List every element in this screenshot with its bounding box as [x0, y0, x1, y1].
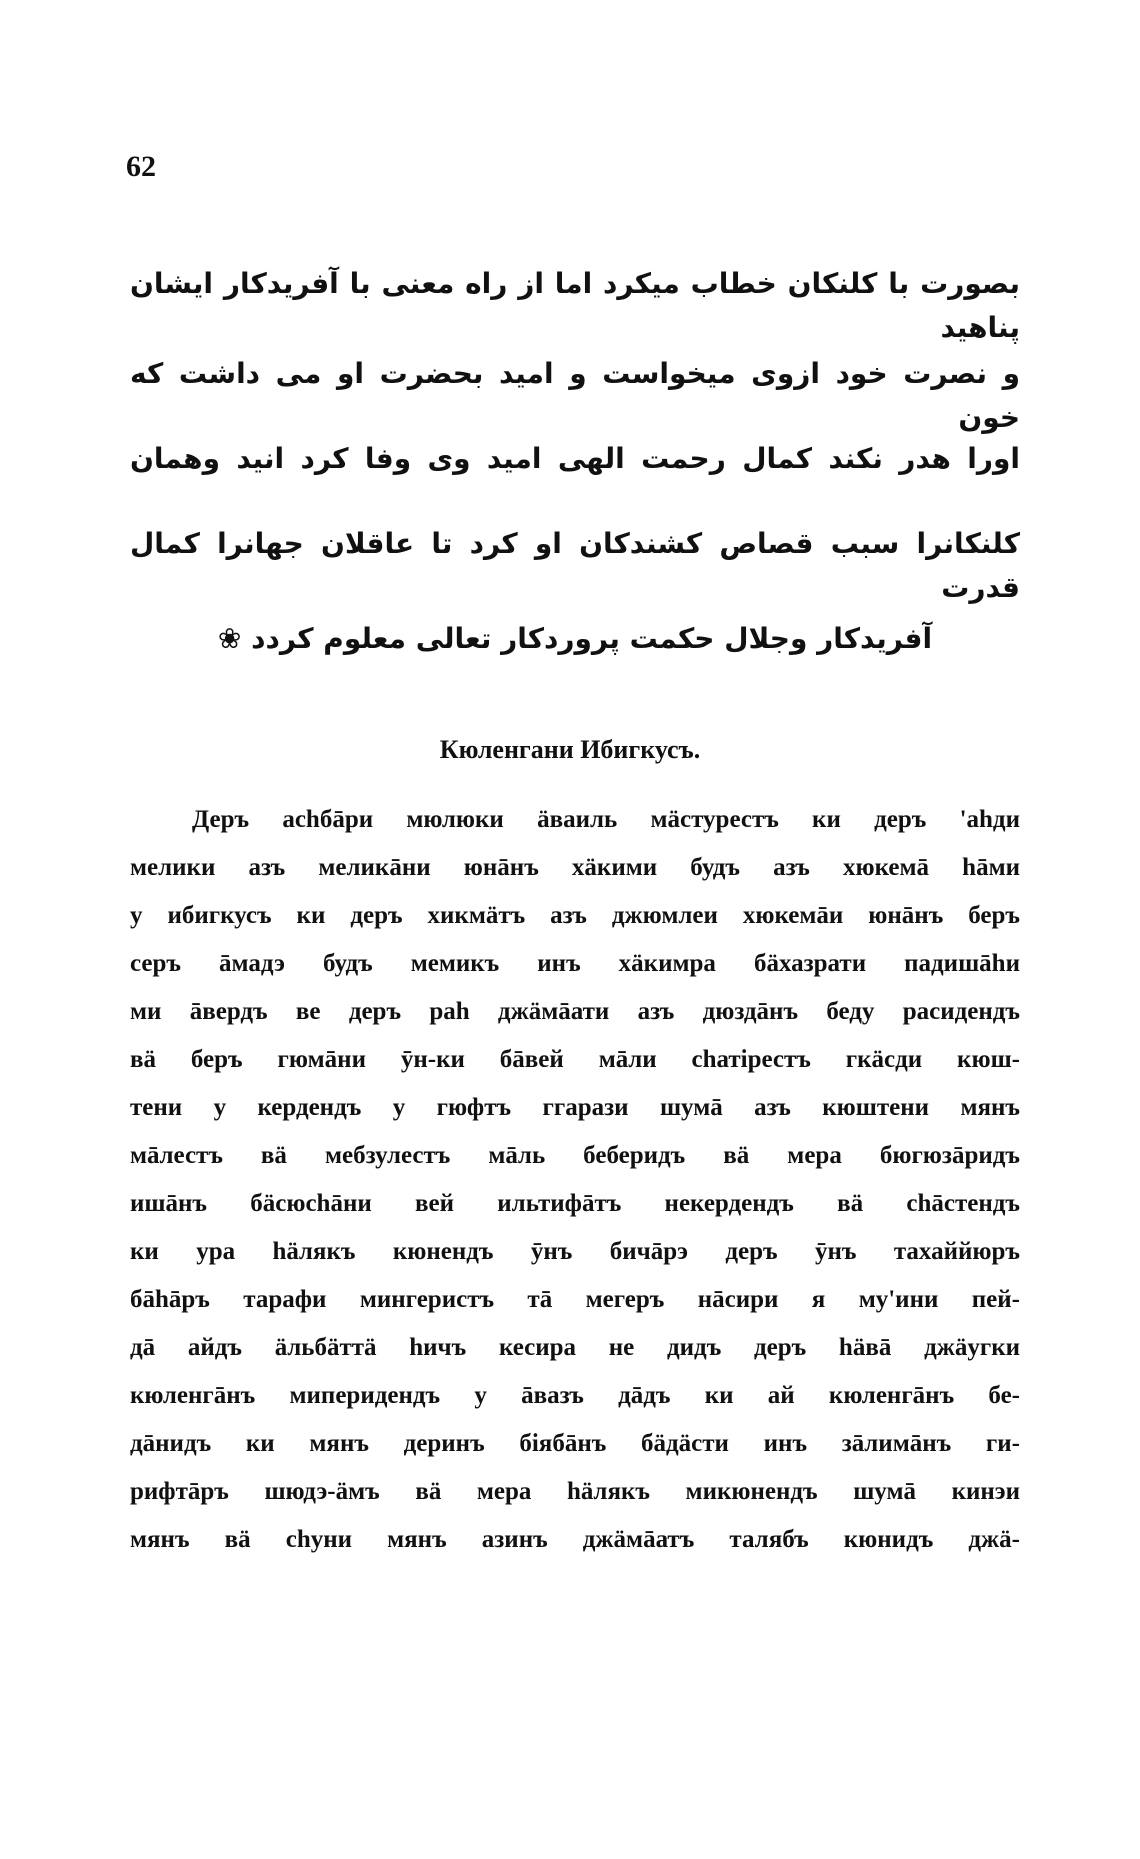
body-line: кюленгāнъ миперидендъ у āвазъ дāдъ ки ай кюленгāнъ бе-: [130, 1382, 1020, 1409]
page-number: 62: [126, 150, 156, 183]
body-line: Деръ асhбāри мюлюки äваиль мäстурестъ ки деръ 'аhди: [192, 806, 1020, 833]
body-line: ми āвердъ ве деръ раh джäмāати азъ дюздāнъ беду расидендъ: [130, 998, 1020, 1025]
body-line: тени у кердендъ у гюфтъ ггарази шумā азъ кюштени мянъ: [130, 1094, 1020, 1121]
body-line: мāлестъ вä мебзулестъ мāль беберидъ вä мера бюгюзāридъ: [130, 1142, 1020, 1169]
body-line: у ибигкусъ ки деръ хикмäтъ азъ джюмлеи хюкемāи юнāнъ беръ: [130, 902, 1020, 929]
persian-line: و نصرت خود ازوی میخواست و امید بحضرت او می داشت که خون: [130, 357, 1020, 434]
body-line: дā айдъ äльбäттä hичъ кесира не дидъ деръ häвā джäугки: [130, 1334, 1020, 1361]
persian-line: کلنکانرا سبب قصاص کشندکان او کرد تا عاقلان جهانرا کمال قدرت: [130, 527, 1020, 604]
body-line: серъ āмадэ будъ мемикъ инъ хäкимра бäхазрати падишāhи: [130, 950, 1020, 977]
body-line: вä беръ гюмāни ӯн-ки бāвей мāли сhатірестъ гкäсди кюш-: [130, 1046, 1020, 1073]
persian-line: آفریدکار وجلال حکمت پروردکار تعالی معلوم کردد ❀: [217, 622, 933, 655]
section-heading: Кюленгани Ибигкусъ.: [439, 735, 701, 764]
persian-line: اورا هدر نکند کمال رحمت الهی امید وی وفا کرد انید وهمان: [130, 442, 1020, 475]
body-line: дāнидъ ки мянъ деринъ біябāнъ бäдäсти инъ зāлимāнъ ги-: [130, 1430, 1020, 1457]
body-line: ки ура häлякъ кюнендъ ӯнъ бичāрэ деръ ӯнъ тахаййюръ: [130, 1238, 1020, 1265]
body-line: ишāнъ бäсюсhāни вей ильтифāтъ некердендъ вä сhāстендъ: [130, 1190, 1020, 1217]
persian-line: بصورت با کلنکان خطاب میکرد اما از راه معنی با آفریدکار ایشان پناهید: [130, 267, 1020, 344]
body-line: бāhāръ тарафи мингеристъ тā мегеръ нāсири я му'ини пей-: [130, 1286, 1020, 1313]
body-line: мянъ вä сhуни мянъ азинъ джäмāатъ талябъ кюнидъ джä-: [130, 1526, 1020, 1553]
body-line: рифтāръ шюдэ-äмъ вä мера häлякъ микюнендъ шумā кинэи: [130, 1478, 1020, 1505]
body-line: мелики азъ меликāни юнāнъ хäкими будъ азъ хюкемā hāми: [130, 854, 1020, 881]
